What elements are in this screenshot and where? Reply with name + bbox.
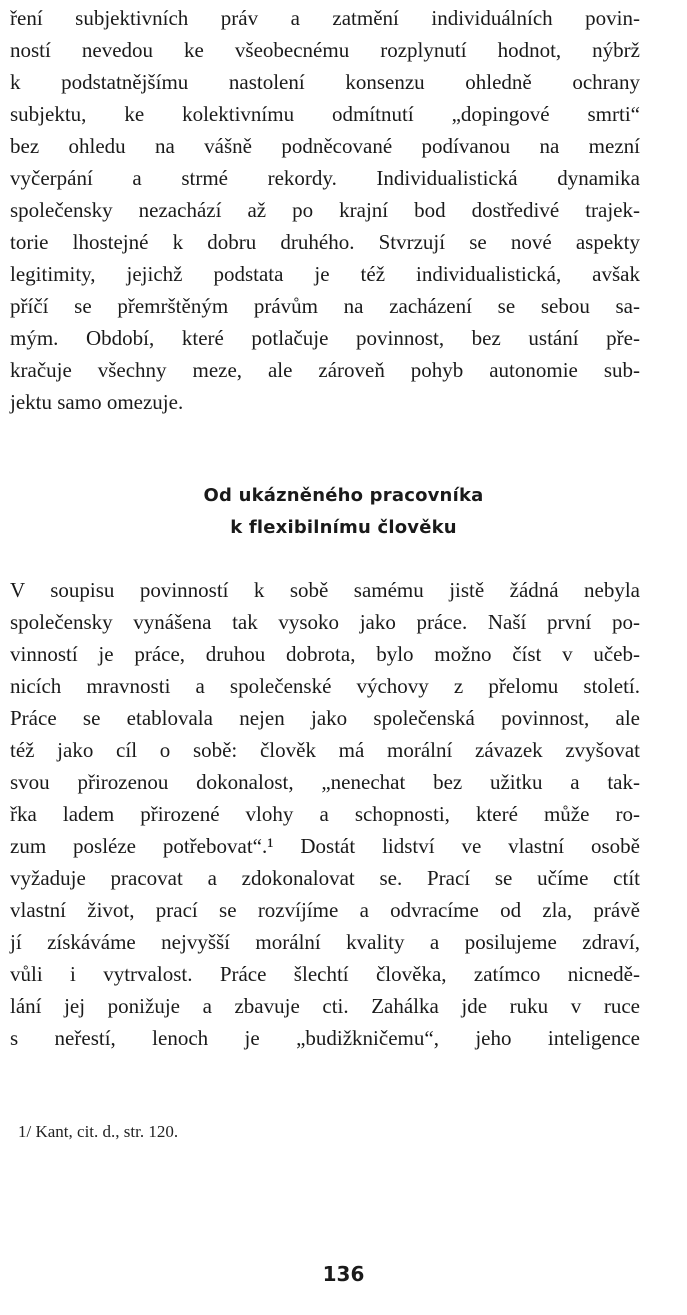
text-line: mým. Období, které potlačuje povinnost, bez ustání pře- (10, 326, 640, 350)
text-line: jektu samo omezuje. (10, 390, 184, 414)
text-line: nicích mravnosti a společenské výchovy z přelomu století. (10, 674, 640, 698)
text-line: vyčerpání a strmé rekordy. Individualistická dynamika (10, 166, 640, 190)
text-line: svou přirozenou dokonalost, „nenechat bez užitku a tak- (10, 770, 640, 794)
page-number: 136 (322, 1262, 365, 1286)
text-line: vinností je práce, druhou dobrota, bylo možno číst v učeb- (10, 642, 640, 666)
text-line: Práce se etablovala nejen jako společenská povinnost, ale (10, 706, 640, 730)
section-heading-line-2: k flexibilnímu člověku (230, 517, 457, 538)
text-line: torie lhostejné k dobru druhého. Stvrzují se nové aspekty (10, 230, 640, 254)
text-line: k podstatnějšímu nastolení konsenzu ohledně ochrany (10, 70, 640, 94)
text-line: zum posléze potřebovat“.¹ Dostát lidství ve vlastní osobě (10, 834, 640, 858)
text-line: společensky nezachází až po krajní bod dostředivé trajek- (10, 198, 640, 222)
text-line: V soupisu povinností k sobě samému jistě žádná nebyla (10, 578, 640, 602)
text-line: bez ohledu na vášně podněcované podívanou na mezní (10, 134, 640, 158)
text-line: vlastní život, prací se rozvíjíme a odvracíme od zla, právě (10, 898, 640, 922)
text-line: ření subjektivních práv a zatmění individuálních povin- (10, 6, 640, 30)
text-line: též jako cíl o sobě: člověk má morální závazek zvyšovat (10, 738, 640, 762)
text-line: lání jej ponižuje a zbavuje cti. Zahálka jde ruku v ruce (10, 994, 640, 1018)
text-line: kračuje všechny meze, ale zároveň pohyb autonomie sub- (10, 358, 640, 382)
text-line: společensky vynášena tak vysoko jako práce. Naší první po- (10, 610, 640, 634)
section-heading-line-1: Od ukázněného pracovníka (203, 485, 484, 506)
text-line: řka ladem přirozené vlohy a schopnosti, které může ro- (10, 802, 640, 826)
text-line: legitimity, jejichž podstata je též individualistická, avšak (10, 262, 640, 286)
text-line: s neřestí, lenoch je „budižkničemu“, jeho inteligence (10, 1026, 640, 1050)
text-line: vyžaduje pracovat a zdokonalovat se. Prací se učíme ctít (10, 866, 640, 890)
text-line: příčí se přemrštěným právům na zacházení se sebou sa- (10, 294, 640, 318)
footnote: 1/ Kant, cit. d., str. 120. (18, 1122, 179, 1141)
text-line: jí získáváme nejvyšší morální kvality a posilujeme zdraví, (10, 930, 640, 954)
text-line: subjektu, ke kolektivnímu odmítnutí „dopingové smrti“ (10, 102, 640, 126)
text-line: vůli i vytrvalost. Práce šlechtí člověka, zatímco nicnedě- (10, 962, 640, 986)
text-line: ností nevedou ke všeobecnému rozplynutí hodnot, nýbrž (10, 38, 640, 62)
